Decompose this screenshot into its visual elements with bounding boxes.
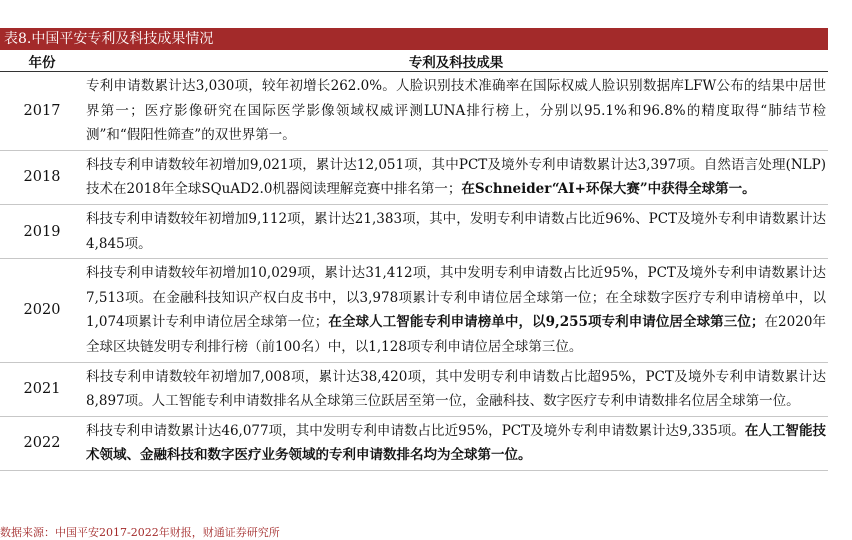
table-row (0, 150, 828, 204)
year-cell: 2018 (0, 150, 84, 204)
header-year: 年份 (0, 50, 84, 72)
table-row (0, 204, 828, 258)
table-row (0, 416, 828, 470)
content-cell (84, 416, 828, 470)
body-text: 科技专利申请数较年初增加10,029项，累计达31,412项，其中发明专利申请数占比近95%，PCT及境外专利申请数累计达7,513项。在金融科技知识产权白皮书中，以3,978项累计专利申请位居全球第一位；在全球数字医疗专利申请榜单中，以1,074项累计专利申请位居全球第一位； (86, 265, 826, 331)
body-text: 专利申请数累计达3,030项，较年初增长262.0%。人脸识别技术准确率在国际权威人脸识别数据库LFW公布的结果中居世界第一；医疗影像研究在国际医学影像领域权威评测LUNA排行榜上，分别以95.1%和96.8%的精度取得“肺结节检测”和“假阳性筛查”的双世界第一。 (86, 78, 826, 144)
content-cell (84, 150, 828, 204)
table-title: 表8.中国平安专利及科技成果情况 (0, 28, 828, 50)
year-cell: 2021 (0, 362, 84, 416)
content-cell (84, 204, 828, 258)
content-cell (84, 362, 828, 416)
table-row (0, 72, 828, 151)
header-content: 专利及科技成果 (84, 50, 828, 72)
source-note: 数据来源：中国平安2017-2022年财报，财通证券研究所 (0, 526, 280, 539)
content-cell (84, 259, 828, 362)
body-text: 在2020年全球区块链发明专利排行榜（前100名）中，以1,128项专利申请位居全球第三位。 (86, 314, 826, 355)
table-row (0, 362, 828, 416)
year-cell: 2022 (0, 416, 84, 470)
table-header-row (0, 50, 828, 72)
patent-table (0, 50, 828, 471)
body-text: 科技专利申请数累计达46,077项，其中发明专利申请数占比近95%，PCT及境外专利申请数累计达9,335项。 (86, 422, 745, 439)
year-cell: 2017 (0, 72, 84, 151)
year-cell: 2019 (0, 204, 84, 258)
year-cell: 2020 (0, 259, 84, 362)
highlight-text: 在Schneider“AI+环保大赛”中获得全球第一。 (461, 181, 756, 198)
highlight-text: 在全球人工智能专利申请榜单中，以9,255项专利申请位居全球第三位； (328, 314, 765, 331)
content-cell (84, 72, 828, 151)
body-text: 科技专利申请数较年初增加9,112项，累计达21,383项，其中，发明专利申请数占比近96%、PCT及境外专利申请数累计达4,845项。 (86, 210, 826, 252)
body-text: 科技专利申请数较年初增加7,008项，累计达38,420项，其中发明专利申请数占比超95%，PCT及境外专利申请数累计达8,897项。人工智能专利申请数排名从全球第三位跃居至第一位，金融科技、数字医疗专利申请数排名位居全球第一位。 (86, 368, 826, 410)
highlight-text: 在人工智能技术领域、金融科技和数字医疗业务领域的专利申请数排名均为全球第一位。 (86, 422, 827, 464)
table-row (0, 259, 828, 362)
body-text: 科技专利申请数较年初增加9,021项，累计达12,051项，其中PCT及境外专利申请数累计达3,397项。自然语言处理(NLP)技术在2018年全球SQuAD2.0机器阅读理解竞赛中排名第一； (86, 156, 826, 198)
table-body (0, 72, 828, 471)
